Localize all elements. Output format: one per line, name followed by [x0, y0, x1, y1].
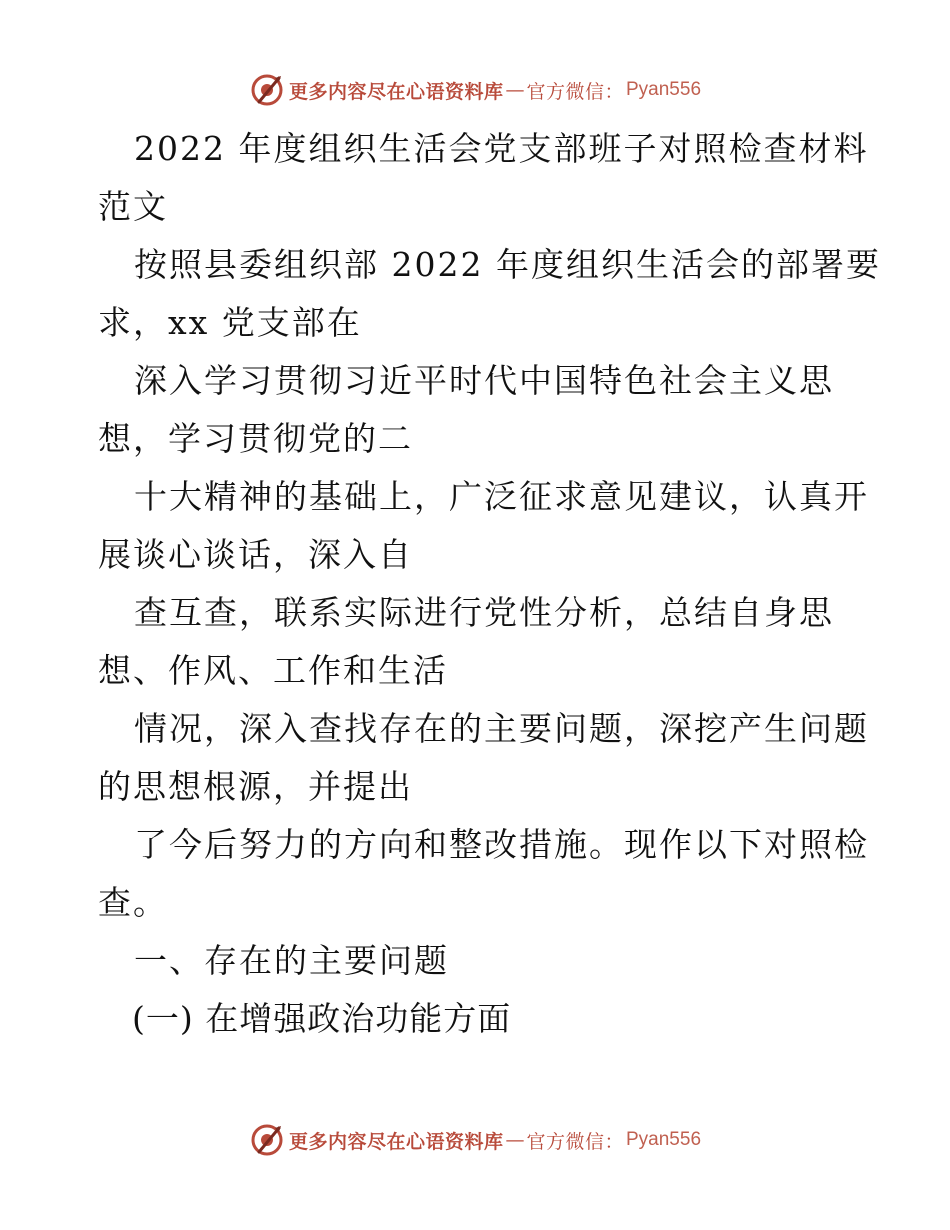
paragraph-line: 展谈心谈话，深入自 [98, 535, 413, 574]
pen-logo-icon [249, 72, 285, 108]
banner-separator: — [505, 1129, 525, 1151]
footer-watermark-banner [0, 1120, 950, 1160]
subsection-heading: (一) 在增强政治功能方面 [132, 999, 512, 1038]
banner-wechat-id: Pyan556 [626, 79, 702, 100]
document-title-line-1: 2022 年度组织生活会党支部班子对照检查材料 [134, 129, 869, 168]
pen-logo-icon [249, 1122, 285, 1158]
document-body [98, 120, 881, 1048]
section-heading: 一、存在的主要问题 [134, 941, 449, 980]
banner-slogan: 更多内容尽在心语资料库 [288, 1130, 504, 1153]
paragraph-line: 求，xx 党支部在 [98, 303, 362, 342]
paragraph-line: 情况，深入查找存在的主要问题，深挖产生问题 [134, 709, 869, 748]
paragraph-line: 查。 [98, 883, 168, 922]
paragraph-line: 按照县委组织部 2022 年度组织生活会的部署要 [134, 245, 881, 284]
banner-wechat-id: Pyan556 [626, 1129, 702, 1150]
paragraph-line: 的思想根源，并提出 [98, 767, 413, 806]
banner-wechat-label: 官方微信： [526, 1130, 624, 1153]
header-watermark-banner [0, 70, 950, 110]
banner-slogan: 更多内容尽在心语资料库 [288, 80, 504, 103]
paragraph-line: 十大精神的基础上，广泛征求意见建议，认真开 [134, 477, 869, 516]
paragraph-line: 想、作风、工作和生活 [98, 651, 448, 690]
banner-separator: — [505, 79, 525, 101]
paragraph-line: 了今后努力的方向和整改措施。现作以下对照检 [134, 825, 869, 864]
paragraph-line: 深入学习贯彻习近平时代中国特色社会主义思 [134, 361, 834, 400]
paragraph-line: 查互查，联系实际进行党性分析，总结自身思 [134, 593, 834, 632]
document-title-line-2: 范文 [98, 187, 168, 226]
banner-wechat-label: 官方微信： [526, 80, 624, 103]
paragraph-line: 想，学习贯彻党的二 [98, 419, 413, 458]
